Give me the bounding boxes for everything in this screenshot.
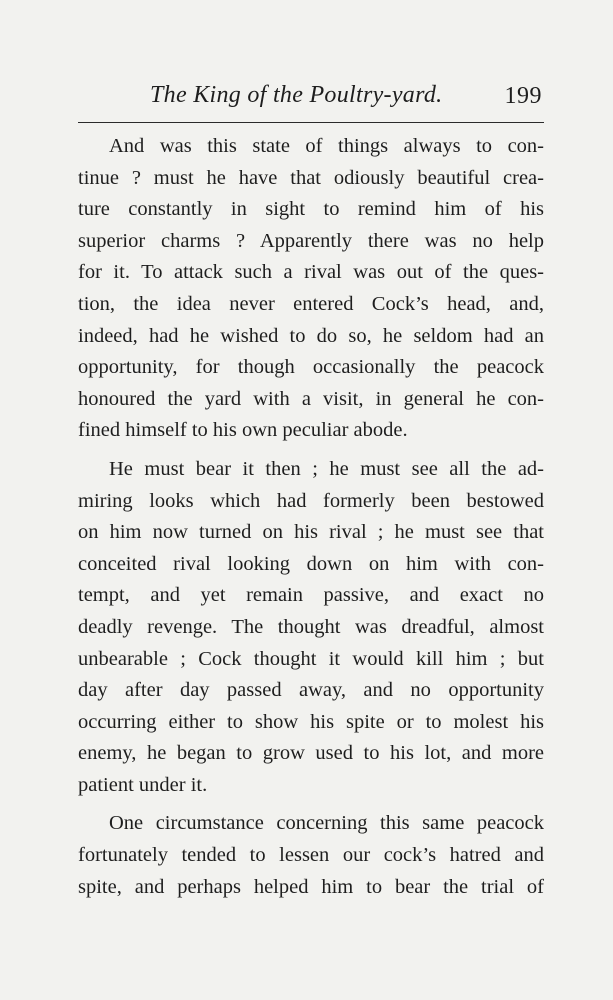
text-line: patient under it. xyxy=(78,773,208,796)
text-line: tion, the idea never entered Cock’s head, and, xyxy=(78,292,544,315)
header-rule xyxy=(78,122,544,123)
paragraph xyxy=(78,454,544,802)
text-line: day after day passed away, and no opportunity xyxy=(78,679,544,702)
text-line: deadly revenge. The thought was dreadful, almost xyxy=(78,615,544,638)
page-number: 199 xyxy=(504,83,542,109)
paragraph xyxy=(78,131,544,447)
text-line: occurring either to show his spite or to molest his xyxy=(78,710,544,733)
text-line: And was this state of things always to con- xyxy=(109,135,544,157)
text-line: indeed, had he wished to do so, he seldom had an xyxy=(78,324,544,347)
paragraph-gap xyxy=(78,801,544,808)
text-line: One circumstance concerning this same peacock xyxy=(109,812,544,835)
text-line: unbearable ; Cock thought it would kill him ; but xyxy=(78,647,544,670)
paragraph xyxy=(78,808,544,903)
text-line: honoured the yard with a visit, in general he con- xyxy=(78,387,544,410)
running-head xyxy=(78,78,544,112)
text-line: tempt, and yet remain passive, and exact no xyxy=(78,584,544,607)
text-line: on him now turned on his rival ; he must see that xyxy=(78,521,544,544)
running-title: The King of the Poultry-yard. xyxy=(150,82,443,108)
text-line: miring looks which had formerly been bestowed xyxy=(78,489,544,512)
text-line: ture constantly in sight to remind him of his xyxy=(78,198,544,221)
text-line: tinue ? must he have that odiously beautiful crea- xyxy=(78,166,544,189)
text-line: superior charms ? Apparently there was no help xyxy=(78,229,544,252)
text-line: spite, and perhaps helped him to bear the trial of xyxy=(78,875,544,898)
text-line: conceited rival looking down on him with con- xyxy=(78,552,544,575)
text-line: for it. To attack such a rival was out of the ques- xyxy=(78,261,544,284)
text-line: fined himself to his own peculiar abode. xyxy=(78,419,408,442)
text-line: He must bear it then ; he must see all the ad- xyxy=(109,457,544,480)
text-line: enemy, he began to grow used to his lot, and more xyxy=(78,742,544,765)
text-line: fortunately tended to lessen our cock’s hatred and xyxy=(78,844,544,867)
body-text xyxy=(78,131,544,903)
paragraph-gap xyxy=(78,447,544,454)
text-line: opportunity, for though occasionally the peacock xyxy=(78,356,544,379)
